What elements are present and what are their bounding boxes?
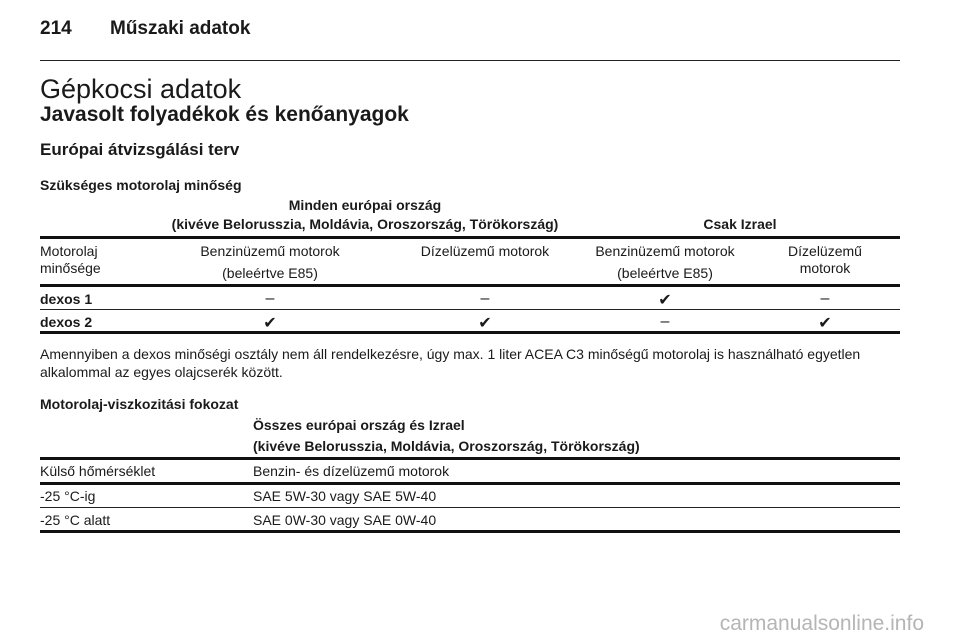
row2-temperature: -25 °C alatt bbox=[40, 512, 111, 528]
col-temperature: Külső hőmérséklet bbox=[40, 463, 156, 479]
viscosity-label: Motorolaj-viszkozitási fokozat bbox=[40, 396, 239, 412]
israel-header: Csak Izrael bbox=[703, 216, 777, 232]
viscosity-top-rule bbox=[40, 457, 900, 460]
row-dexos1-petrol-il: ✔ bbox=[658, 292, 672, 309]
page-header bbox=[40, 18, 250, 40]
page-title: Gépkocsi adatok bbox=[40, 74, 242, 104]
col-quality-line1: Motorolaj bbox=[40, 243, 98, 259]
oil-quality-label: Szükséges motorolaj minőség bbox=[40, 177, 242, 193]
row1-temperature: -25 °C-ig bbox=[40, 488, 96, 504]
oil-table-bottom-rule bbox=[40, 331, 900, 334]
viscosity-header-rule bbox=[40, 482, 900, 485]
page-subtitle: Javasolt folyadékok és kenőanyagok bbox=[40, 103, 409, 126]
row-dexos2-petrol-eu: ✔ bbox=[263, 315, 277, 332]
col-quality-line2: minősége bbox=[40, 260, 101, 276]
row-dexos2-petrol-il: – bbox=[660, 313, 670, 330]
col-diesel-il-line2: motorok bbox=[799, 260, 851, 276]
viscosity-header-line2: (kivéve Belorusszia, Moldávia, Oroszország, Törökország) bbox=[253, 438, 640, 454]
note-paragraph: Amennyiben a dexos minőségi osztály nem áll rendelkezésre, úgy max. 1 liter ACEA C3 minőségű motorolaj is használható egyetlen alkalommal az egyes olajcserék között. bbox=[40, 346, 861, 380]
row2-grade: SAE 0W-30 vagy SAE 0W-40 bbox=[253, 512, 437, 528]
header-divider bbox=[40, 60, 900, 61]
group-header-line2: (kivéve Belorusszia, Moldávia, Oroszország, Törökország) bbox=[171, 216, 559, 232]
row-dexos2-diesel-eu: ✔ bbox=[478, 315, 492, 332]
row-dexos2-name: dexos 2 bbox=[40, 314, 93, 330]
row-dexos1-petrol-eu: – bbox=[265, 290, 275, 307]
col-diesel-il-line1: Dízelüzemű bbox=[788, 243, 862, 259]
oil-table-top-rule bbox=[40, 236, 900, 239]
col-petrol-il-line2: (beleértve E85) bbox=[617, 265, 713, 281]
row-dexos1-diesel-eu: – bbox=[480, 290, 490, 307]
page-number: 214 bbox=[40, 18, 72, 39]
col-engines: Benzin- és dízelüzemű motorok bbox=[253, 463, 450, 479]
col-petrol-il-line1: Benzinüzemű motorok bbox=[595, 243, 735, 259]
viscosity-row-rule bbox=[40, 507, 900, 508]
row1-grade: SAE 5W-30 vagy SAE 5W-40 bbox=[253, 488, 437, 504]
row-dexos1-name: dexos 1 bbox=[40, 291, 93, 307]
col-petrol-eu-line2: (beleértve E85) bbox=[222, 265, 318, 281]
col-diesel-eu: Dízelüzemű motorok bbox=[420, 243, 550, 259]
col-petrol-eu-line1: Benzinüzemű motorok bbox=[200, 243, 340, 259]
watermark: carmanualsonline.info bbox=[719, 612, 924, 635]
row-dexos1-diesel-il: – bbox=[820, 290, 830, 307]
oil-table-header-rule bbox=[40, 284, 900, 287]
viscosity-header-line1: Összes európai ország és Izrael bbox=[253, 417, 465, 433]
section-heading: Európai átvizsgálási terv bbox=[40, 140, 240, 159]
header-section: Műszaki adatok bbox=[110, 18, 251, 39]
row-dexos2-diesel-il: ✔ bbox=[818, 315, 832, 332]
group-header-line1: Minden európai ország bbox=[288, 197, 442, 213]
oil-table-row-rule bbox=[40, 309, 900, 310]
viscosity-bottom-rule bbox=[40, 530, 900, 533]
